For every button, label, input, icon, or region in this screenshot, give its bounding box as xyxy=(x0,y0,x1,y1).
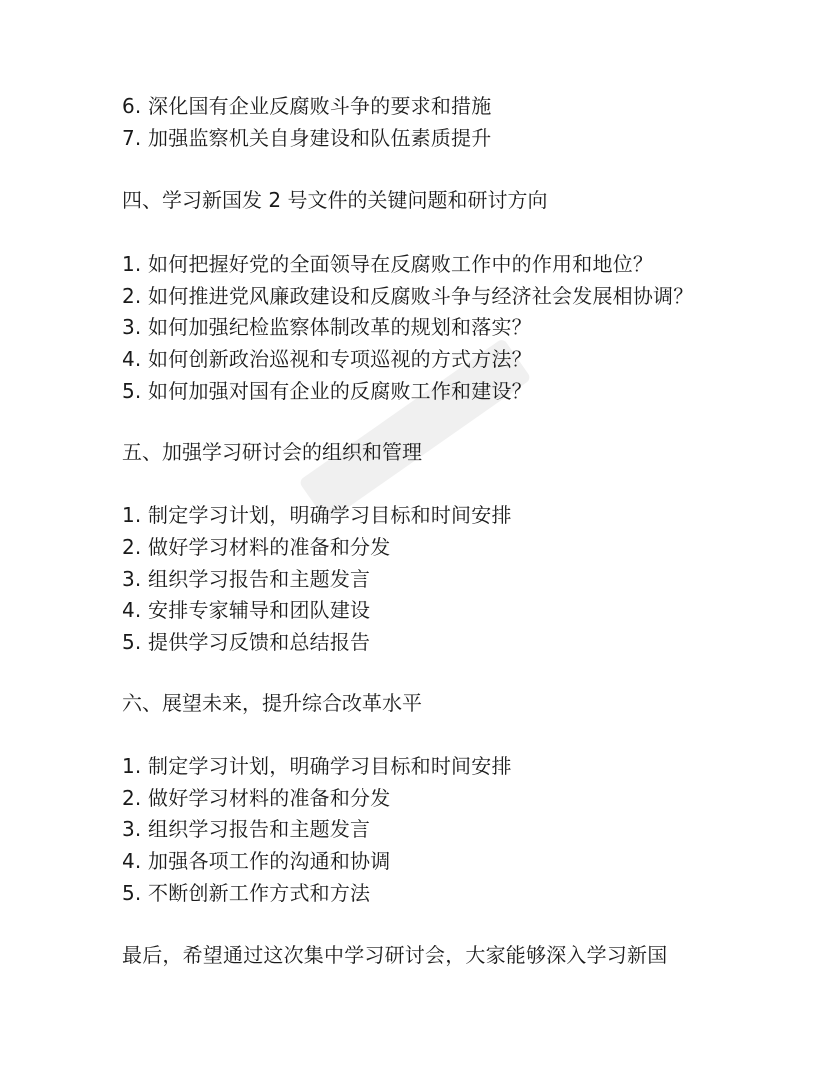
list-item: 3. 组织学习报告和主题发言 xyxy=(122,817,371,841)
list-item: 1. 如何把握好党的全面领导在反腐败工作中的作用和地位？ xyxy=(122,252,654,276)
list-item: 5. 如何加强对国有企业的反腐败工作和建设？ xyxy=(122,379,532,403)
list-item: 1. 制定学习计划，明确学习目标和时间安排 xyxy=(122,754,512,778)
list-item: 5. 提供学习反馈和总结报告 xyxy=(122,630,371,654)
list-item: 2. 做好学习材料的准备和分发 xyxy=(122,786,391,810)
list-item: 3. 组织学习报告和主题发言 xyxy=(122,567,371,591)
list-item: 2. 做好学习材料的准备和分发 xyxy=(122,535,391,559)
list-item: 1. 制定学习计划，明确学习目标和时间安排 xyxy=(122,503,512,527)
list-item: 4. 加强各项工作的沟通和协调 xyxy=(122,849,391,873)
section-heading-5: 五、加强学习研讨会的组织和管理 xyxy=(122,440,422,464)
list-item: 4. 如何创新政治巡视和专项巡视的方式方法？ xyxy=(122,347,532,371)
list-item: 7. 加强监察机关自身建设和队伍素质提升 xyxy=(122,126,492,150)
list-item: 2. 如何推进党风廉政建设和反腐败斗争与经济社会发展相协调？ xyxy=(122,284,694,308)
list-item: 4. 安排专家辅导和团队建设 xyxy=(122,598,371,622)
section-heading-4: 四、学习新国发 2 号文件的关键问题和研讨方向 xyxy=(122,188,548,212)
closing-paragraph: 最后，希望通过这次集中学习研讨会，大家能够深入学习新国 xyxy=(122,943,668,967)
section-heading-6: 六、展望未来，提升综合改革水平 xyxy=(122,691,422,715)
list-item: 5. 不断创新工作方式和方法 xyxy=(122,881,371,905)
list-item: 3. 如何加强纪检监察体制改革的规划和落实？ xyxy=(122,315,532,339)
list-item: 6. 深化国有企业反腐败斗争的要求和措施 xyxy=(122,94,492,118)
